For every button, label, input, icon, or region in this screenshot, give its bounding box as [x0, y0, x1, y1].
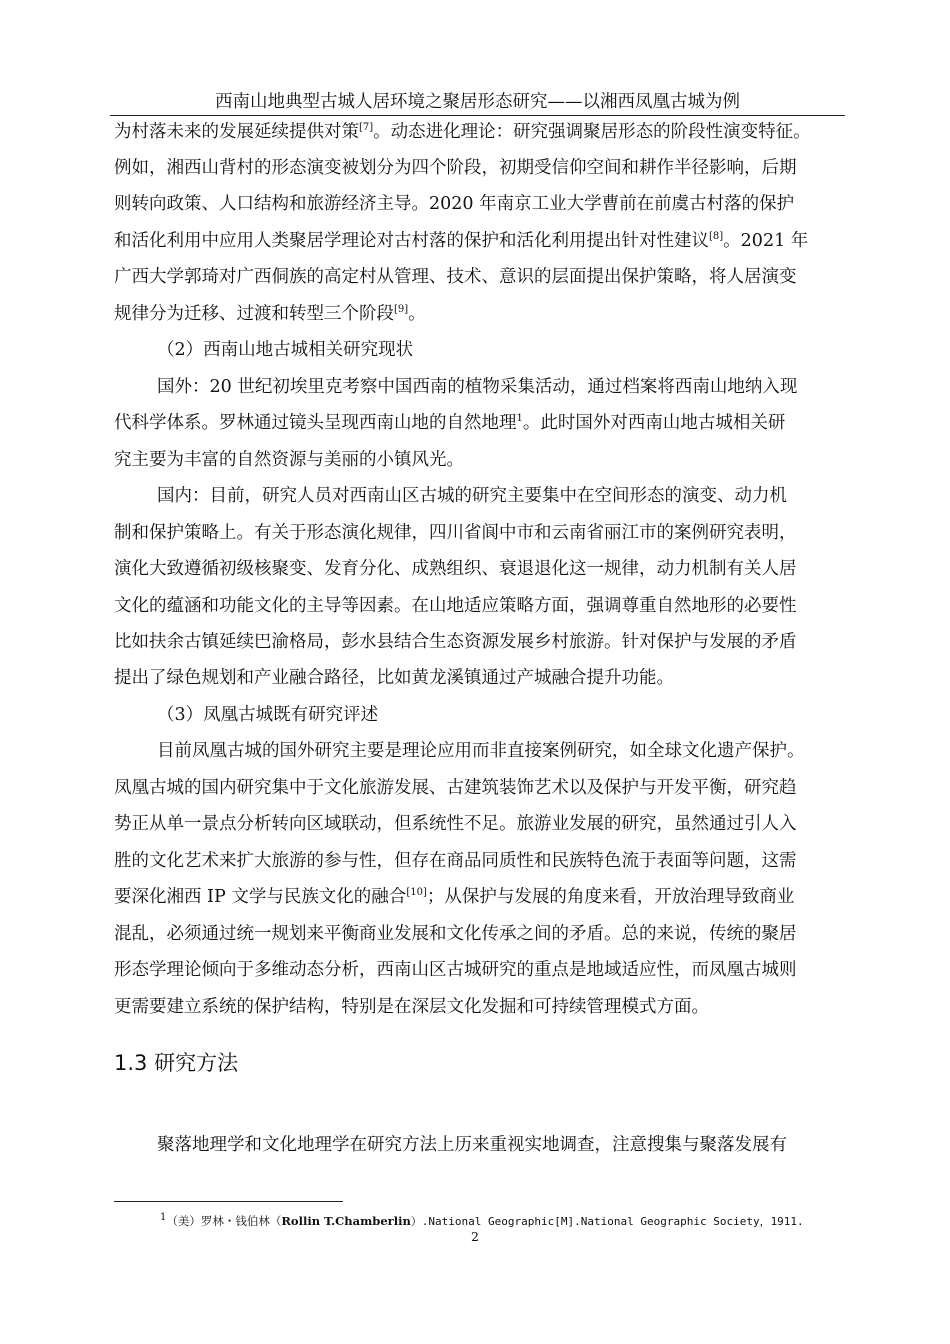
- footnote-rule: [114, 1201, 343, 1202]
- text-line: 为村落未来的发展延续提供对策[7]。动态进化理论：研究强调聚居形态的阶段性演变特征。: [114, 122, 811, 142]
- text-line: 演化大致遵循初级核聚变、发育分化、成熟组织、衰退退化这一规律，动力机制有关人居: [114, 559, 797, 579]
- text-line: 目前凤凰古城的国外研究主要是理论应用而非直接案例研究，如全球文化遗产保护。: [157, 741, 805, 761]
- text-line: 例如，湘西山背村的形态演变被划分为四个阶段，初期受信仰空间和耕作半径影响，后期: [114, 158, 797, 178]
- header-rule: [110, 115, 845, 116]
- subsection-heading: （2）西南山地古城相关研究现状: [157, 340, 414, 360]
- footnote-marker: 1: [160, 1212, 167, 1224]
- text-line: 势正从单一景点分析转向区域联动，但系统性不足。旅游业发展的研究，虽然通过引人入: [114, 814, 797, 834]
- citation-ref: [7]: [359, 122, 374, 134]
- text-line: 和活化利用中应用人类聚居学理论对古村落的保护和活化利用提出针对性建议[8]。2021 年: [114, 231, 809, 251]
- section-heading: 1.3 研究方法: [114, 1051, 239, 1075]
- citation-ref: [10]: [406, 887, 427, 899]
- footnote-ref: 1: [516, 413, 523, 425]
- text-line: 代科学体系。罗林通过镜头呈现西南山地的自然地理$^1$。此时国外对西南山地古城相关研: [114, 413, 786, 433]
- text-line: 比如扶余古镇延续巴渝格局，彭水县结合生态资源发展乡村旅游。针对保护与发展的矛盾: [114, 632, 797, 652]
- text-line: 国外：20 世纪初埃里克考察中国西南的植物采集活动，通过档案将西南山地纳入现: [157, 377, 798, 397]
- text-line: 则转向政策、人口结构和旅游经济主导。2020 年南京工业大学曹前在前虞古村落的保护: [114, 194, 795, 214]
- text-line: 聚落地理学和文化地理学在研究方法上历来重视实地调查，注意搜集与聚落发展有: [157, 1135, 787, 1155]
- text-line: 更需要建立系统的保护结构，特别是在深层文化发掘和可持续管理模式方面。: [114, 997, 709, 1017]
- text-line: 提出了绿色规划和产业融合路径，比如黄龙溪镇通过产城融合提升功能。: [114, 668, 674, 688]
- text-line: 文化的蕴涵和功能文化的主导等因素。在山地适应策略方面，强调尊重自然地形的必要性: [114, 596, 797, 616]
- running-header-title: 西南山地典型古城人居环境之聚居形态研究——以湘西凤凰古城为例: [215, 92, 740, 112]
- subsection-heading: （3）凤凰古城既有研究评述: [157, 705, 379, 725]
- page-number: 2: [471, 1229, 479, 1244]
- footnote: $^1$（美）罗林・钱伯林（Rollin T.Chamberlin）.National Geographic[M].National Geographic Society，1911.: [160, 1212, 804, 1228]
- text-line: 制和保护策略上。有关于形态演化规律，四川省阆中市和云南省丽江市的案例研究表明，: [114, 523, 797, 543]
- text-line: 国内：目前，研究人员对西南山区古城的研究主要集中在空间形态的演变、动力机: [157, 486, 787, 506]
- text-line: 形态学理论倾向于多维动态分析，西南山区古城研究的重点是地域适应性，而凤凰古城则: [114, 960, 797, 980]
- citation-ref: [9]: [394, 304, 409, 316]
- text-line: 规律分为迁移、过渡和转型三个阶段[9]。: [114, 304, 426, 324]
- citation-ref: [8]: [709, 231, 724, 243]
- footnote-author: Rollin T.Chamberlin: [281, 1214, 411, 1228]
- text-line: 究主要为丰富的自然资源与美丽的小镇风光。: [114, 450, 464, 470]
- text-line: 混乱，必须通过统一规划来平衡商业发展和文化传承之间的矛盾。总的来说，传统的聚居: [114, 924, 797, 944]
- text-line: 要深化湘西 IP 文学与民族文化的融合[10]；从保护与发展的角度来看，开放治理导致商业: [114, 887, 795, 907]
- text-line: 凤凰古城的国内研究集中于文化旅游发展、古建筑装饰艺术以及保护与开发平衡，研究趋: [114, 778, 797, 798]
- text-line: 胜的文化艺术来扩大旅游的参与性，但存在商品同质性和民族特色流于表面等问题，这需: [114, 851, 797, 871]
- text-line: 广西大学郭琦对广西侗族的高定村从管理、技术、意识的层面提出保护策略，将人居演变: [114, 267, 797, 287]
